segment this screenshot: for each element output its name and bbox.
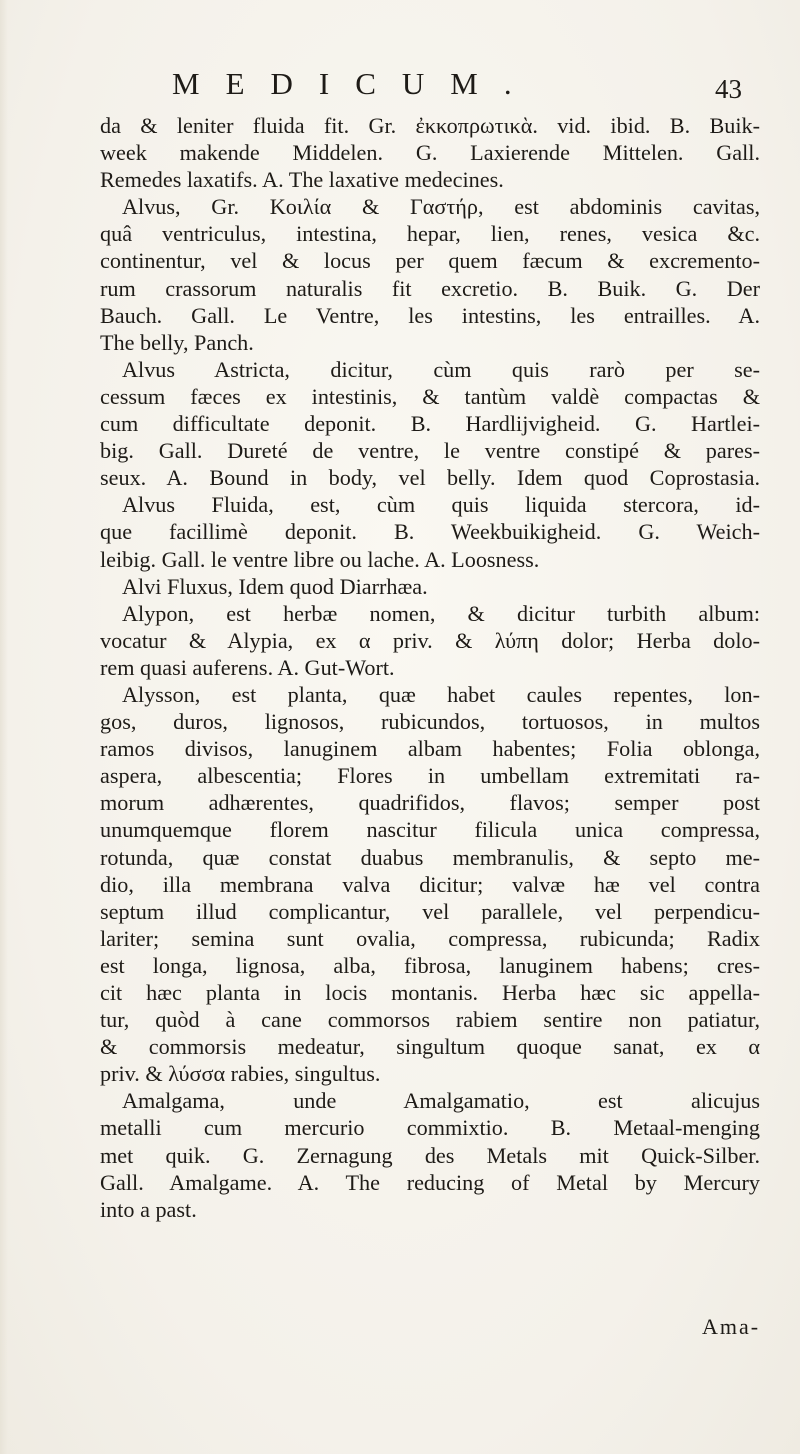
text-line: Alvus Astricta, dicitur, cùm quis rarò per se- (122, 356, 760, 382)
text-line: week makende Middelen. G. Laxierende Mittelen. Gall. (100, 140, 760, 166)
text-line: leibig. Gall. le ventre libre ou lache. A. Loosness. (100, 546, 540, 572)
text-line: tur, quòd à cane commorsos rabiem sentire non patiatur, (100, 1007, 760, 1033)
text-line: met quik. G. Zernagung des Metals mit Quick-Silber. (100, 1142, 760, 1168)
text-line: Gall. Amalgame. A. The reducing of Metal by Mercury (100, 1169, 760, 1195)
text-line: The belly, Panch. (100, 329, 254, 355)
text-line: aspera, albescentia; Flores in umbellam extremitati ra- (100, 763, 760, 789)
text-line: septum illud complicantur, vel parallele, vel perpendicu- (100, 898, 760, 924)
text-line: que facillimè deponit. B. Weekbuikigheid. G. Weich- (100, 519, 760, 545)
text-line: Remedes laxatifs. A. The laxative medecines. (100, 167, 504, 193)
text-line: Alvi Fluxus, Idem quod Diarrhæa. (122, 573, 428, 599)
text-line: Alvus, Gr. Κοιλία & Γαστήρ, est abdominis cavitas, (122, 194, 760, 220)
text-line: cum difficultate deponit. B. Hardlijvigheid. G. Hartlei- (100, 411, 760, 437)
text-line: da & leniter fluida fit. Gr. ἐκκοπρωτικὰ. vid. ibid. B. Buik- (100, 113, 760, 138)
text-line: morum adhærentes, quadrifidos, flavos; semper post (100, 790, 760, 816)
text-line: gos, duros, lignosos, rubicundos, tortuosos, in multos (100, 709, 760, 735)
text-line: big. Gall. Dureté de ventre, le ventre constipé & pares- (100, 438, 760, 464)
text-line: Bauch. Gall. Le Ventre, les intestins, les entrailles. A. (100, 302, 760, 328)
text-line: Alvus Fluida, est, cùm quis liquida stercora, id- (122, 492, 760, 518)
running-head: MEDICUM. (172, 66, 538, 101)
text-line: dio, illa membrana valva dicitur; valvæ hæ vel contra (100, 871, 760, 897)
text-line: continentur, vel & locus per quem fæcum & excremento- (100, 248, 760, 274)
text-line: vocatur & Alypia, ex α priv. & λύπη dolor; Herba dolo- (100, 627, 760, 653)
page-header (172, 66, 652, 106)
text-line: & commorsis medeatur, singultum quoque sanat, ex α (100, 1034, 760, 1060)
text-line: into a past. (100, 1196, 197, 1222)
text-line: seux. A. Bound in body, vel belly. Idem quod Coprostasia. (100, 465, 760, 491)
text-line: unumquemque florem nascitur filicula unica compressa, (100, 817, 760, 843)
text-line: priv. & λύσσα rabies, singultus. (100, 1061, 381, 1087)
text-line: cit hæc planta in locis montanis. Herba hæc sic appella- (100, 980, 760, 1005)
text-line: ramos divisos, lanuginem albam habentes; Folia oblonga, (100, 736, 760, 762)
text-line: lariter; semina sunt ovalia, compressa, rubicunda; Radix (100, 925, 760, 951)
text-line: Alysson, est planta, quæ habet caules repentes, lon- (122, 681, 760, 707)
page-number: 43 (715, 74, 742, 104)
text-line: rem quasi auferens. A. Gut-Wort. (100, 654, 395, 680)
text-line: Alypon, est herbæ nomen, & dicitur turbith album: (122, 600, 760, 626)
dictionary-text-block (100, 112, 760, 1223)
text-line: metalli cum mercurio commixtio. B. Metaal-menging (100, 1115, 760, 1141)
text-line: rotunda, quæ constat duabus membranulis, & septo me- (100, 844, 760, 870)
text-line: Amalgama, unde Amalgamatio, est alicujus (122, 1088, 760, 1114)
text-line: cessum fæces ex intestinis, & tantùm valdè compactas & (100, 383, 760, 409)
text-line: quâ ventriculus, intestina, hepar, lien, renes, vesica &c. (100, 221, 760, 247)
catchword: Ama- (702, 1314, 761, 1339)
text-line: rum crassorum naturalis fit excretio. B. Buik. G. Der (100, 275, 760, 301)
text-line: est longa, lignosa, alba, fibrosa, lanuginem habens; cres- (100, 952, 760, 978)
page-edge-shadow (0, 0, 8, 1454)
